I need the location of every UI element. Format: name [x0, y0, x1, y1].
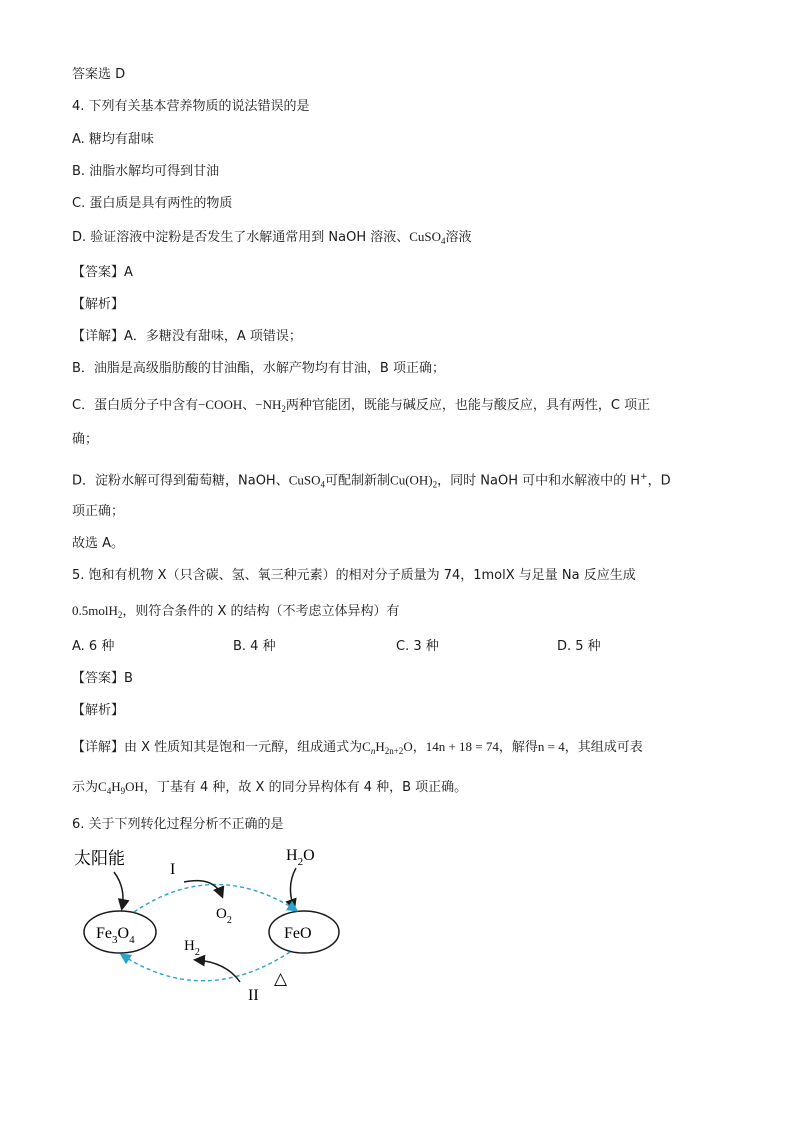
q5-stem-tail: ，则符合条件的 X 的结构（不考虑立体异构）有: [122, 604, 400, 619]
q5-line2-pre: 示为: [72, 780, 99, 795]
q4-option-c: C. 蛋白质是具有两性的物质: [72, 196, 233, 211]
h2o-arrow: [290, 868, 296, 908]
heat-symbol: △: [274, 969, 288, 989]
q4-option-b: B. 油脂水解均可得到甘油: [72, 164, 220, 179]
feo-label: FeO: [284, 925, 312, 942]
q5-line2-h: H: [111, 779, 121, 794]
q4-detail-d-cuso4-sub: 4: [320, 479, 326, 490]
q4-detail-d-cont: 项正确；: [72, 504, 125, 519]
q4-detail-d-sup: +: [640, 472, 648, 482]
q5-stem-line1: 5. 饱和有机物 X（只含碳、氢、氧三种元素）的相对分子质量为 74，1molX 与足量 Na 反应生成: [72, 568, 636, 583]
q5-line2-oh: OH: [125, 779, 144, 794]
q5-line2-hsub: 9: [120, 786, 126, 796]
fe3o4-label: $Fe_3O_4$: [96, 925, 135, 946]
q4-detail-c-cooh: −COOH: [198, 397, 243, 412]
q5-formula-h: H: [375, 739, 385, 754]
q5-detail-line1: [72, 738, 643, 760]
step1-label: I: [170, 861, 176, 878]
q4-detail-d: [72, 468, 671, 493]
q5-analysis-heading: 【解析】: [72, 703, 125, 718]
h2o-label: $H_2O$: [286, 847, 315, 868]
step2-dashed-arrow: [122, 952, 290, 981]
step2-label: II: [248, 987, 259, 1004]
q5-stem-line2: [72, 602, 400, 624]
q5-detail-mid: ，解得: [498, 740, 538, 755]
q5-formula-c: C: [362, 739, 371, 754]
solar-arrow: [114, 872, 123, 908]
q4-detail-b: B．油脂是高级脂肪酸的甘油酯，水解产物均有甘油，B 项正确；: [72, 361, 445, 376]
h2-label: $H_2$: [184, 938, 200, 958]
solar-energy-label: 太阳能: [74, 849, 125, 869]
prev-answer-line: 答案选 D: [72, 67, 126, 82]
q4-option-d-text: D. 验证溶液中淀粉是否发生了水解通常用到 NaOH 溶液、: [72, 230, 410, 245]
q4-answer: 【答案】A: [72, 265, 133, 280]
q5-equation: 14n + 18 = 74: [425, 739, 499, 754]
q4-conclusion: 故选 A。: [72, 536, 125, 551]
q4-option-d-formula: CuSO: [409, 229, 442, 244]
q5-stem-formula: 0.5molH: [72, 603, 118, 618]
q5-option-c: C. 3 种: [396, 639, 439, 654]
q4-detail-d-post: ，同时 NaOH 可中和水解液中的 H: [437, 473, 641, 489]
step1-dashed-arrow: [134, 884, 296, 912]
q5-option-d: D. 5 种: [557, 639, 601, 654]
q5-detail-pre: 【详解】由 X 性质知其是饱和一元醇，组成通式为: [72, 740, 363, 755]
q4-option-a: A. 糖均有甜味: [72, 132, 154, 147]
q4-option-d-formula-sub: 4: [441, 236, 446, 246]
q4-detail-d-cuso4: CuSO: [288, 472, 321, 488]
q5-formula-hsub: 2n+2: [384, 746, 404, 756]
q5-option-b: B. 4 种: [233, 639, 276, 654]
q5-answer: 【答案】B: [72, 671, 133, 686]
q4-analysis-heading: 【解析】: [72, 297, 125, 312]
q5-option-a: A. 6 种: [72, 639, 115, 654]
q5-line2-c: C: [98, 779, 107, 794]
q5-detail-line2: [72, 778, 467, 800]
q4-option-d-tail: 溶液: [445, 230, 472, 245]
q5-comma: ，: [412, 740, 426, 755]
q6-stem: 6. 关于下列转化过程分析不正确的是: [72, 817, 284, 832]
q4-detail-d-end: ，D: [647, 473, 671, 489]
q4-detail-a: 【详解】A．多糖没有甜味，A 项错误；: [72, 329, 302, 344]
q5-solution: n = 4: [537, 739, 565, 754]
q4-detail-c-sep: 、: [242, 398, 256, 413]
q5-formula-n: n: [370, 746, 376, 756]
q4-detail-d-mid: 可配制新制: [325, 473, 391, 489]
q4-detail-c-nh-sub: 2: [281, 404, 286, 414]
q5-formula-o: O: [403, 739, 413, 754]
q4-detail-d-pre: D．淀粉水解可得到葡萄糖，NaOH、: [72, 473, 289, 489]
o2-label: $O_2$: [216, 906, 232, 926]
q4-option-d: [72, 228, 472, 250]
q4-detail-d-cuoh: Cu(OH): [390, 472, 433, 488]
q5-detail-post: ，其组成可表: [564, 740, 643, 755]
q4-detail-c-nh: −NH: [255, 397, 282, 412]
o2-arrow: [184, 881, 222, 896]
q5-line2-csub: 4: [106, 786, 112, 796]
q4-detail-c-post: 两种官能团，既能与碱反应，也能与酸反应，具有两性，C 项正: [285, 398, 651, 413]
q4-stem: 4. 下列有关基本营养物质的说法错误的是: [72, 99, 310, 114]
q4-detail-d-cuoh-sub: 2: [432, 479, 438, 490]
iron-oxide-cycle-diagram: [64, 838, 364, 1008]
q4-detail-c-cont: 确；: [72, 432, 99, 447]
q5-stem-formula-sub: 2: [117, 610, 123, 620]
q4-detail-c-pre: C．蛋白质分子中含有: [72, 398, 199, 413]
h2-arrow: [196, 960, 240, 982]
q5-line2-post: ，丁基有 4 种，故 X 的同分异构体有 4 种，B 项正确。: [143, 780, 468, 795]
q4-detail-c: [72, 396, 650, 418]
